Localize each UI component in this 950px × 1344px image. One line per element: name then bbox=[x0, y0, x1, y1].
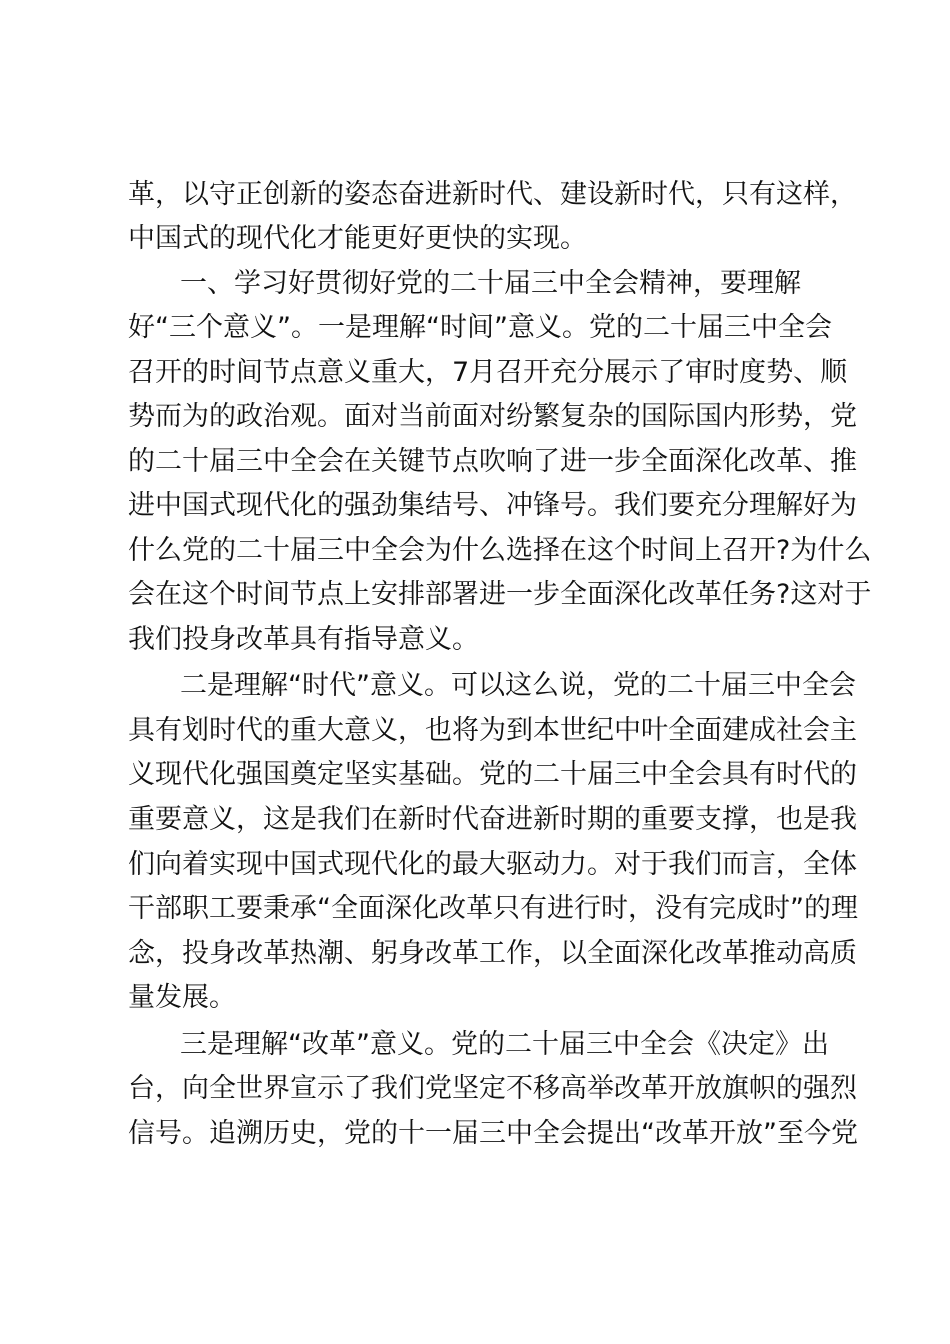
text-line: 义现代化强国奠定坚实基础。党的二十届三中全会具有时代的 bbox=[128, 759, 857, 790]
paragraph-start-line: 二是理解“时代”意义。可以这么说，党的二十届三中全会 bbox=[180, 670, 856, 701]
text-line: 我们投身改革具有指导意义。 bbox=[128, 624, 479, 655]
text-line: 进中国式现代化的强劲集结号、冲锋号。我们要充分理解好为 bbox=[128, 490, 857, 521]
text-line: 召开的时间节点意义重大，7月召开充分展示了审时度势、顺 bbox=[128, 357, 848, 388]
text-line: 好“三个意义”。一是理解“时间”意义。党的二十届三中全会 bbox=[128, 312, 832, 343]
text-line: 中国式的现代化才能更好更快的实现。 bbox=[128, 223, 587, 254]
text-line: 干部职工要秉承“全面深化改革只有进行时，没有完成时”的理 bbox=[128, 893, 858, 924]
text-line: 台，向全世界宣示了我们党坚定不移高举改革开放旗帜的强烈 bbox=[128, 1073, 857, 1104]
text-line: 势而为的政治观。面对当前面对纷繁复杂的国际国内形势，党 bbox=[128, 401, 857, 432]
text-line: 的二十届三中全会在关键节点吹响了进一步全面深化改革、推 bbox=[128, 446, 857, 477]
text-line: 重要意义，这是我们在新时代奋进新时期的重要支撑，也是我 bbox=[128, 804, 857, 835]
text-line: 具有划时代的重大意义，也将为到本世纪中叶全面建成社会主 bbox=[128, 715, 857, 746]
paragraph-start-line: 一、学习好贯彻好党的二十届三中全会精神，要理解 bbox=[180, 268, 801, 299]
text-line: 会在这个时间节点上安排部署进一步全面深化改革任务?这对于 bbox=[128, 579, 872, 610]
text-line: 什么党的二十届三中全会为什么选择在这个时间上召开?为什么 bbox=[128, 535, 872, 566]
text-line: 量发展。 bbox=[128, 982, 236, 1013]
text-line: 信号。追溯历史，党的十一届三中全会提出“改革开放”至今党 bbox=[128, 1118, 858, 1149]
text-line: 革，以守正创新的姿态奋进新时代、建设新时代，只有这样， bbox=[128, 179, 857, 210]
text-line: 们向着实现中国式现代化的最大驱动力。对于我们而言，全体 bbox=[128, 849, 857, 880]
paragraph-start-line: 三是理解“改革”意义。党的二十届三中全会《决定》出 bbox=[180, 1029, 829, 1060]
text-line: 念，投身改革热潮、躬身改革工作，以全面深化改革推动高质 bbox=[128, 938, 857, 969]
